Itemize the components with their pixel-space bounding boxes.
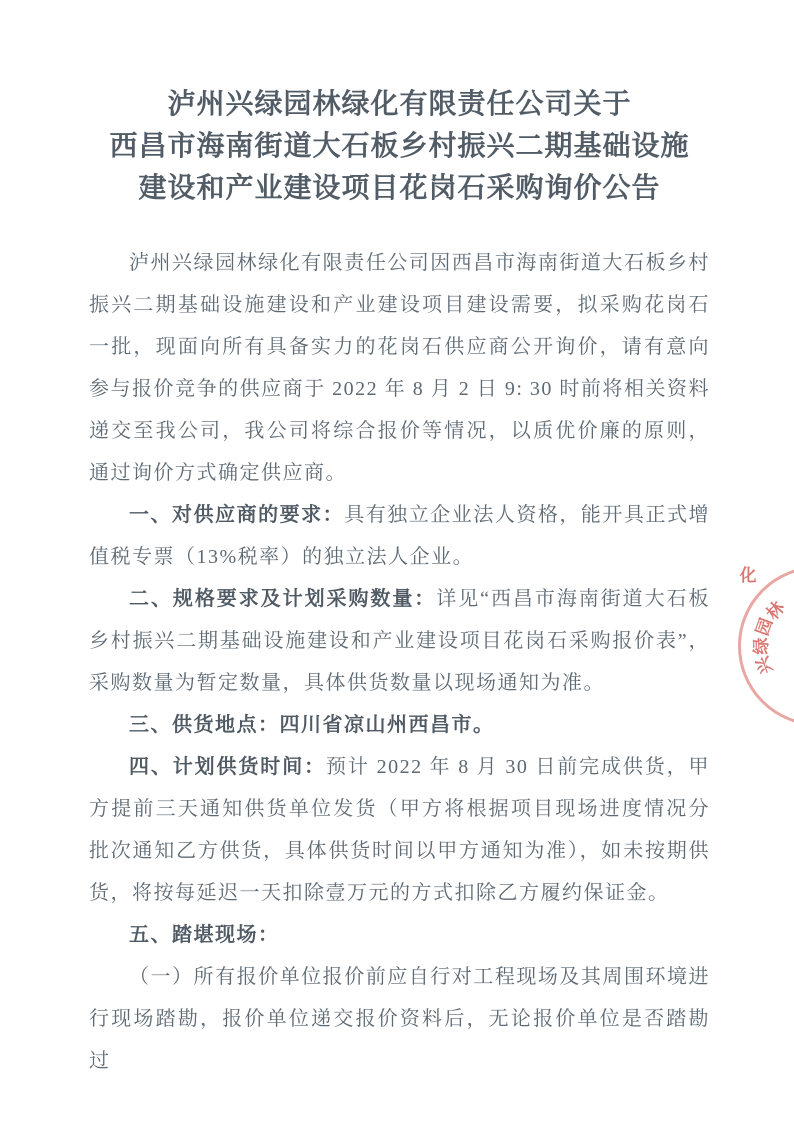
section-heading: 四、计划供货时间： bbox=[129, 756, 326, 778]
paragraph-text: 预计 2022 年 8 月 30 日前完成供货，甲方提前三天通知供货单位发货（甲方将根据项目现场进度情况分批次通知乙方供货，具体供货时间以甲方通知为准），如未按期供货，将按每延迟一天扣除壹万元的方式扣除乙方履约保证金。 bbox=[89, 756, 711, 904]
title-line-3: 建设和产业建设项目花岗石采购询价公告 bbox=[138, 173, 661, 204]
section-heading: 二、规格要求及计划采购数量： bbox=[129, 588, 437, 610]
seal-character: 化 bbox=[739, 566, 757, 585]
paragraph-text: 具有独立企业法人资格，能开具正式增值税专票（13%税率）的独立法人企业。 bbox=[89, 504, 711, 568]
section-heading: 一、对供应商的要求： bbox=[129, 504, 345, 526]
section-5-site-survey bbox=[89, 914, 710, 956]
title-line-1: 泸州兴绿园林绿化有限责任公司关于 bbox=[167, 89, 632, 120]
paragraph-text: （一）所有报价单位报价前应自行对工程现场及其周围环境进行现场踏勘，报价单位递交报价资料后，无论报价单位是否踏勘过 bbox=[89, 966, 710, 1072]
section-4-delivery-schedule bbox=[89, 746, 710, 914]
title-line-2: 西昌市海南街道大石板乡村振兴二期基础设施 bbox=[109, 131, 690, 162]
seal-character: 园 bbox=[752, 615, 777, 639]
site-survey-item-1 bbox=[89, 956, 710, 1082]
section-heading: 五、踏堪现场： bbox=[129, 924, 280, 946]
section-2-spec-and-quantity bbox=[89, 578, 710, 704]
paragraph-text: 泸州兴绿园林绿化有限责任公司因西昌市海南街道大石板乡村振兴二期基础设施建设和产业建设项目建设需要，拟采购花岗石一批，现面向所有具备实力的花岗石供应商公开询价，请有意向参与报价竞争的供应商于 2022 年 8 月 2 日 9: 30 时前将相关资料递交至我公司，我公司将综合报价等情况，以质优价廉的原则，通过询价方式确定供应商。 bbox=[89, 252, 710, 484]
seal-character: 林 bbox=[762, 598, 789, 624]
seal-ring-icon bbox=[738, 566, 794, 726]
company-seal bbox=[738, 566, 794, 726]
section-1-supplier-requirements bbox=[89, 494, 710, 578]
seal-character: 兴 bbox=[752, 653, 777, 677]
section-heading: 三、供货地点：四川省凉山州西昌市。 bbox=[129, 714, 495, 736]
paragraph-text: 详见“西昌市海南街道大石板乡村振兴二期基础设施建设和产业建设项目花岗石采购报价表”，采购数量为暂定数量，具体供货数量以现场通知为准。 bbox=[89, 588, 711, 694]
document-title bbox=[89, 84, 710, 210]
section-3-delivery-location bbox=[89, 704, 710, 746]
document-content bbox=[89, 84, 710, 1082]
intro-paragraph bbox=[89, 242, 710, 494]
seal-character: 绿 bbox=[752, 637, 771, 655]
